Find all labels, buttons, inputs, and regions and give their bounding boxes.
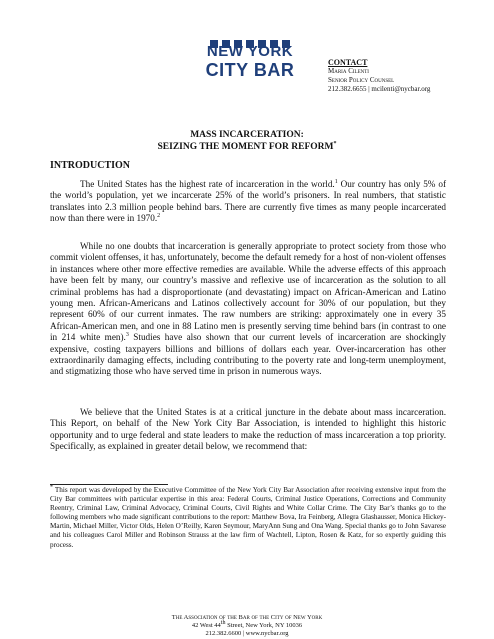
footer-address-a: 42 West 44 [191,622,221,629]
title-line-2-text: SEIZING THE MOMENT FOR REFORM [157,142,334,152]
footnote-marker: * [50,484,53,491]
paragraph-1-text-a: The United States has the highest rate of incarceration in the world. [80,179,335,189]
logo-line-1: NEW YORK [206,43,294,60]
title-line-1: MASS INCARCERATION: [190,130,304,140]
footnote-divider [50,484,168,485]
section-heading-introduction: INTRODUCTION [50,160,131,171]
paragraph-2-text-a: While no one doubts that incarceration is generally appropriate to protect society from those who commit violent offenses, it has, unfortunately, become the default remedy for a host of non-violent offenses in instances where other more effective remedies are available. While the adverse effects of this approach have been felt by many, our country’s massive and reflexive use of incarceration as the solution to all criminal problems has had a disproportionate (and devastating) impact on African-American and Latino young men. African-Americans and Latinos collectively account for 30% of our population, but they represent 60% of our current inmates. The raw numbers are striking: approximately one in every 35 African-American men, and one in 88 Latino men is presently serving time behind bars (in contrast to one in 214 white men). [50,241,446,343]
paragraph-2-text-b: Studies have also shown that our current levels of incarceration are shockingly expensive, costing taxpayers billions and billions of dollars each year. Over-incarceration has other extraordinarily damaging effects, including contributing to the poverty rate and long-term unemployment, and stigmatizing those who have served time in prison in numerous ways. [50,332,447,377]
document-title [60,129,434,153]
footnote-text: This report was developed by the Executive Committee of the New York City Bar Association after receiving extensive input from the City Bar committees with particular expertise in this area: Federal Courts, Criminal Justice Operations, Corrections and Community Reentry, Criminal Law, Criminal Advocacy, Criminal Courts, Civil Rights and White Collar Crime. The City Bar’s thanks go to the following members who made significant contributions to the report: Matthew Bova, Ira Feinberg, Allegra Glashausser, Monica Hickey-Martin, Michael Miller, Victor Olds, Helen O’Reilly, Karen Seymour, MaryAnn Sung and Ona Wang. Special thanks go to John Savarese and his colleagues Carol Miller and Robinson Strauss at the law firm of Wachtell, Lipton, Rosen & Katz, for so expertly guiding this process. [50,486,446,549]
paragraph-3 [50,407,446,453]
title-line-2 [60,141,434,153]
paragraph-2 [50,241,446,378]
footer-address [97,619,397,630]
logo-line-2: CITY BAR [205,60,295,80]
paragraph-1 [50,179,446,225]
paragraph-3-text: We believe that the United States is at a critical juncture in the debate about mass incarceration. This Report, on behalf of the New York City Bar Association, is intended to highlight this historic opportunity and to urge federal and state leaders to make the reduction of mass incarceration a top priority. Specifically, as explained in greater detail below, we recommend that: [50,407,446,452]
page-footer [97,614,397,638]
paragraph-1-text-b: Our country has only 5% of the world’s population, yet we incarcerate 25% of the world’s prisoners. In real numbers, that statistic translates into 2.3 million people behind bars. There are currently five times as many people incarcerated now than there were in 1970. [50,179,447,224]
contact-details: 212.382.6655 | mcilenti@nycbar.org [328,85,431,93]
footnote-ref-2: 2 [157,213,161,220]
footnote-ref-1: 1 [334,178,338,185]
nycbar-logo [200,40,300,84]
footnote [50,486,446,550]
title-footnote-marker: * [333,140,337,147]
footer-address-b: Street, New York, NY 10036 [225,622,303,629]
footer-address-sup: th [220,619,226,626]
footnote-ref-3: 3 [125,332,129,339]
footer-contact: 212.382.6600 | www.nycbar.org [205,630,289,637]
contact-role: Senior Policy Counsel [328,76,395,84]
contact-name: Maria Cilenti [328,67,369,75]
footer-organization: The Association of the Bar of the City of New York [171,614,323,621]
contact-block [328,58,488,94]
contact-heading: CONTACT [328,58,368,67]
